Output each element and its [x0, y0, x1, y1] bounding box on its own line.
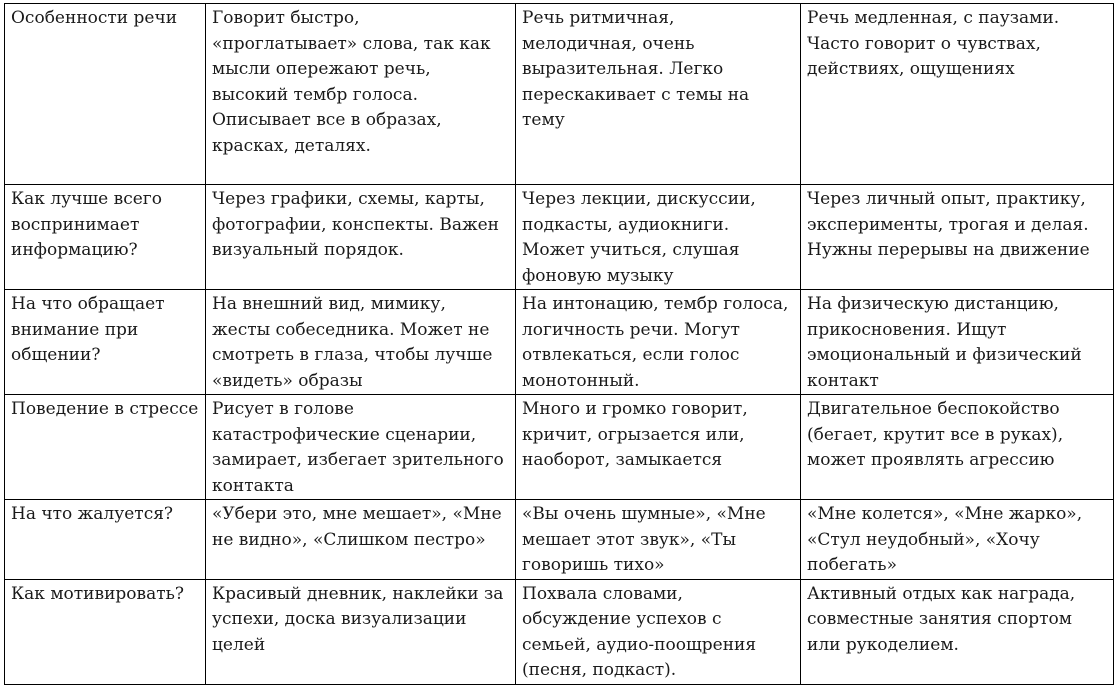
cell-text: Рисует в голове катастрофические сценарии, замирает, избегает зрительного контакта [212, 399, 504, 496]
table-row-complaints [5, 500, 1114, 580]
cell-text: Через личный опыт, практику, эксперименты, трогая и делая. Нужны перерывы на движение [807, 189, 1090, 260]
cell-text: Речь ритмичная, мелодичная, очень выразительная. Легко перескакивает с темы на тему [522, 8, 750, 130]
row-label-cell [5, 4, 206, 185]
row-label: Поведение в стрессе [11, 399, 199, 419]
table-cell [516, 4, 801, 185]
cell-text: На физическую дистанцию, прикосновения. Ищут эмоциональный и физический контакт [807, 294, 1082, 391]
cell-text: Двигательное беспокойство (бегает, крутит все в руках), может проявлять агрессию [807, 399, 1064, 470]
table-cell [516, 579, 801, 684]
table-cell [801, 290, 1114, 395]
table-cell [206, 395, 516, 500]
table-cell [516, 395, 801, 500]
row-label-cell [5, 395, 206, 500]
cell-text: Говорит быстро, «проглатывает» слова, так как мысли опережают речь, высокий тембр голоса. Описывает все в образах, красках, деталях. [212, 8, 491, 156]
table-cell [516, 185, 801, 290]
table-cell [801, 500, 1114, 580]
table-row-attention [5, 290, 1114, 395]
table-cell [206, 500, 516, 580]
row-label: Особенности речи [11, 8, 178, 28]
table-cell [206, 579, 516, 684]
row-label: На что жалуется? [11, 504, 174, 524]
cell-text: Много и громко говорит, кричит, огрызается или, наоборот, замыкается [522, 399, 748, 470]
cell-text: На внешний вид, мимику, жесты собеседника. Может не смотреть в глаза, чтобы лучше «видеть» образы [212, 294, 493, 391]
cell-text: Красивый дневник, наклейки за успехи, доска визуализации целей [212, 583, 504, 655]
row-label: Как лучше всего воспринимает информацию? [11, 189, 162, 260]
cell-text: Похвала словами, обсуждение успехов с семьей, аудио-поощрения (песня, подкаст). [522, 583, 757, 680]
table-row-stress [5, 395, 1114, 500]
table-cell [801, 185, 1114, 290]
table-cell [516, 500, 801, 580]
row-label-cell [5, 500, 206, 580]
table-row-perception [5, 185, 1114, 290]
row-label-cell [5, 579, 206, 684]
row-label: На что обращает внимание при общении? [11, 294, 165, 365]
cell-text: Активный отдых как награда, совместные занятия спортом или рукоделием. [807, 583, 1076, 655]
cell-text: Речь медленная, с паузами. Часто говорит о чувствах, действиях, ощущениях [807, 8, 1060, 79]
table-cell [801, 4, 1114, 185]
cell-text: Через лекции, дискуссии, подкасты, аудиокниги. Может учиться, слушая фоновую музыку [522, 189, 756, 286]
comparison-table [4, 3, 1114, 685]
table-cell [801, 579, 1114, 684]
table-cell [801, 395, 1114, 500]
row-label-cell [5, 290, 206, 395]
cell-text: «Мне колется», «Мне жарко», «Стул неудобный», «Хочу побегать» [807, 504, 1083, 575]
table-cell [206, 290, 516, 395]
cell-text: На интонацию, тембр голоса, логичность речи. Могут отвлекаться, если голос монотонный. [522, 294, 789, 391]
cell-text: «Вы очень шумные», «Мне мешает этот звук», «Ты говоришь тихо» [522, 504, 766, 575]
table-cell [516, 290, 801, 395]
table-cell [206, 4, 516, 185]
row-label-cell [5, 185, 206, 290]
cell-text: Через графики, схемы, карты, фотографии, конспекты. Важен визуальный порядок. [212, 189, 500, 260]
table-row-speech [5, 4, 1114, 185]
cell-text: «Убери это, мне мешает», «Мне не видно», «Слишком пестро» [212, 504, 502, 550]
row-label: Как мотивировать? [11, 583, 185, 604]
table-cell [206, 185, 516, 290]
table-row-motivation [5, 579, 1114, 684]
